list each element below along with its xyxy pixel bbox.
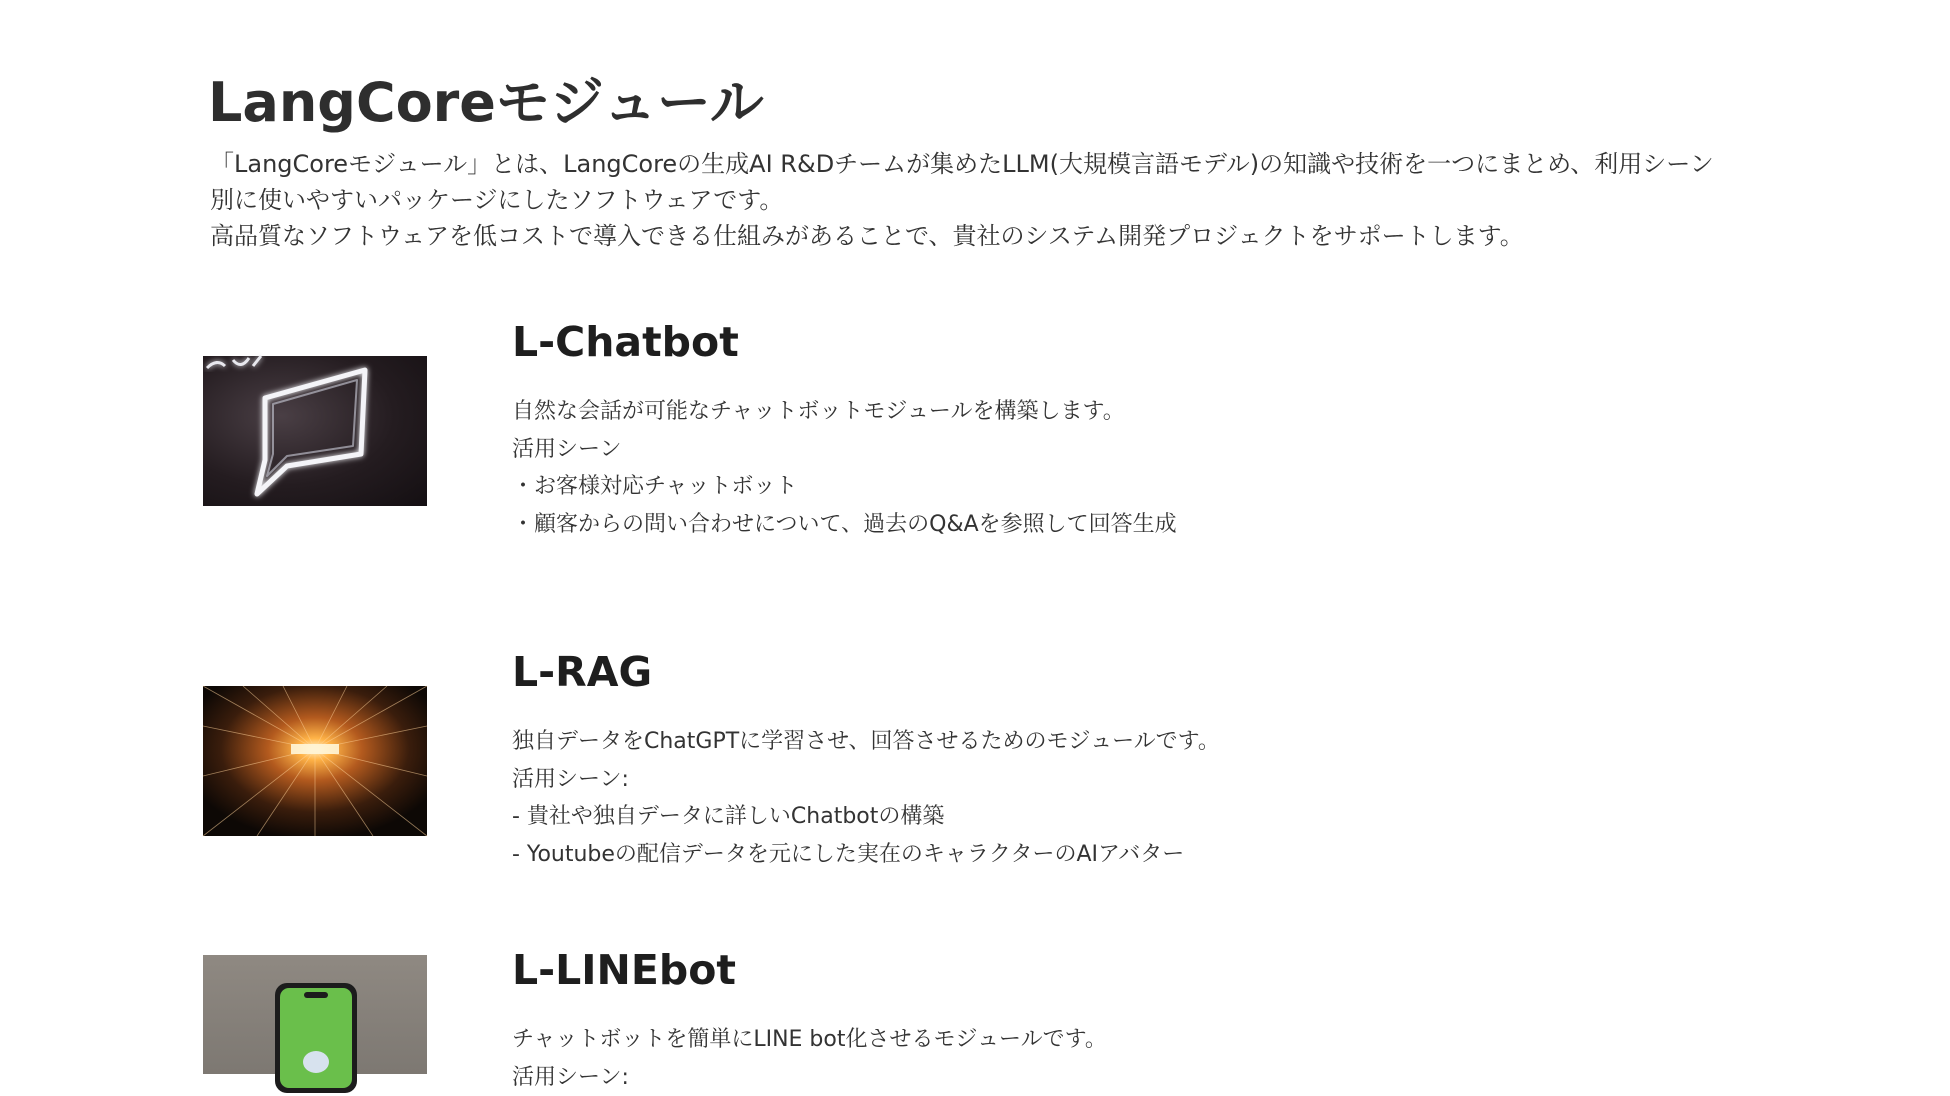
module-title-l-rag: L-RAG [512,648,652,696]
module-line: - 貴社や独自データに詳しいChatbotの構築 [512,798,1612,836]
module-line: ・顧客からの問い合わせについて、過去のQ&Aを参照して回答生成 [512,506,1612,544]
neon-chat-bubble-image [203,356,427,506]
intro-paragraph: 高品質なソフトウェアを低コストで導入できる仕組みがあることで、貴社のシステム開発プロジェクトをサポートします。 [210,218,1720,254]
module-line: 活用シーン: [512,761,1612,799]
module-title-l-chatbot: L-Chatbot [512,318,739,366]
module-line: 自然な会話が可能なチャットボットモジュールを構築します。 [512,393,1612,431]
module-description-l-chatbot [512,393,1612,543]
module-line: ・お客様対応チャットボット [512,468,1612,506]
smartphone-image [203,955,427,1074]
module-line: チャットボットを簡単にLINE bot化させるモジュールです。 [512,1021,1612,1059]
intro-paragraph: 「LangCoreモジュール」とは、LangCoreの生成AI R&Dチームが集めたLLM(大規模言語モデル)の知識や技術を一つにまとめ、利用シーン別に使いやすいパッケージにしたソフトウェアです。 [210,146,1720,218]
light-tunnel-image [203,686,427,836]
module-title-l-linebot: L-LINEbot [512,946,736,994]
module-description-l-linebot [512,1021,1612,1096]
module-description-l-rag [512,723,1612,873]
module-line: 活用シーン [512,431,1612,469]
page-title: LangCoreモジュール [208,60,764,137]
module-line: 独自データをChatGPTに学習させ、回答させるためのモジュールです。 [512,723,1612,761]
intro-text [210,146,1720,254]
module-line: 活用シーン: [512,1059,1612,1096]
module-line: - Youtubeの配信データを元にした実在のキャラクターのAIアバター [512,836,1612,874]
